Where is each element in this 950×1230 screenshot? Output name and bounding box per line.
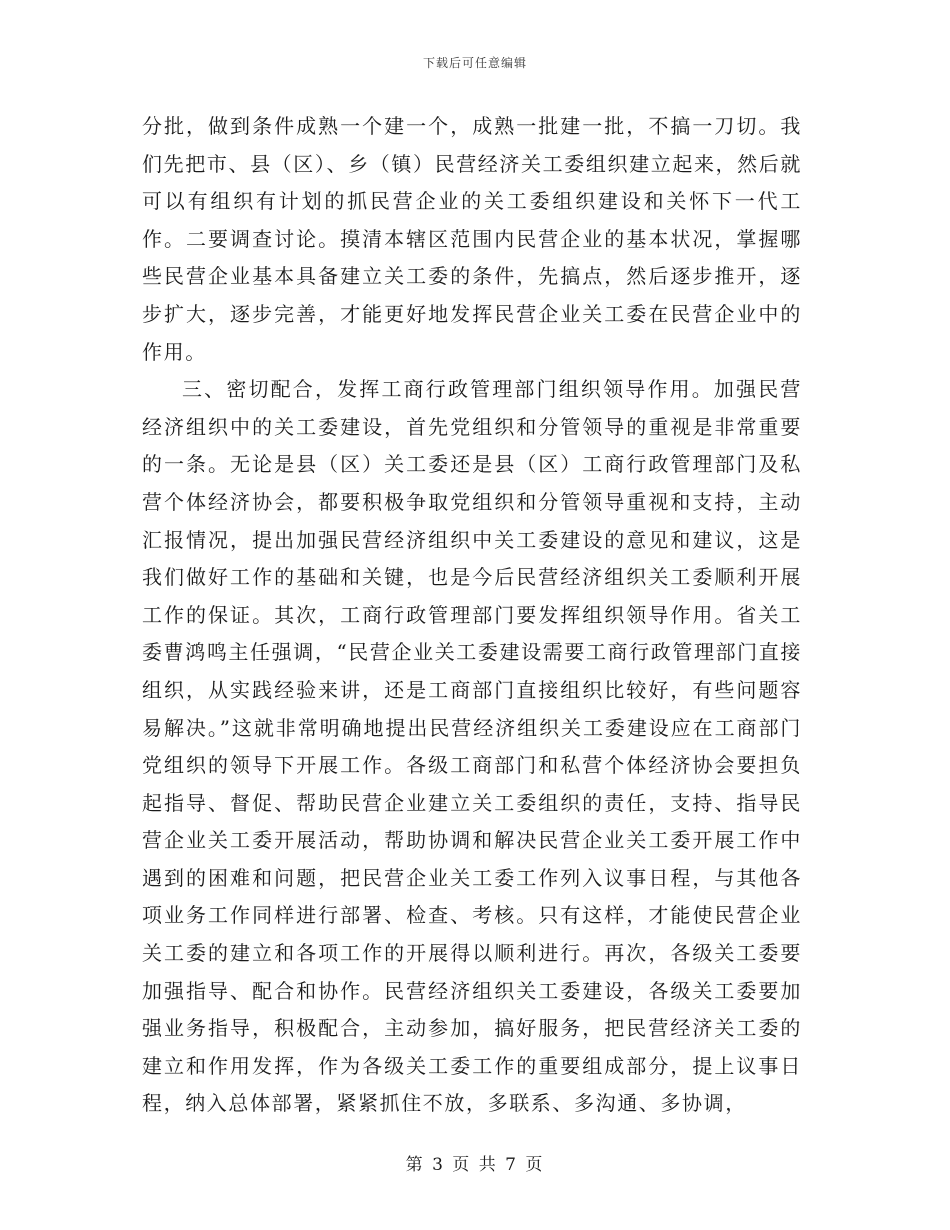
paragraph-section-three: 三、密切配合，发挥工商行政管理部门组织领导作用。加强民营经济组织中的关工委建设，首先党组织和分管领导的重视是非常重要的一条。无论是县（区）关工委还是县（区）工商行政管理部门及私营个体经济协会，都要积极争取党组织和分管领导重视和支持，主动汇报情况，提出加强民营经济组织中关工委建设的意见和建议，这是我们做好工作的基础和关键，也是今后民营经济组织关工委顺利开展工作的保证。其次，工商行政管理部门要发挥组织领导作用。省关工委曹鸿鸣主任强调，“民营企业关工委建设需要工商行政管理部门直接组织，从实践经验来讲，还是工商部门直接组织比较好，有些问题容易解决。”这就非常明确地提出民营经济组织关工委建设应在工商部门党组织的领导下开展工作。各级工商部门和私营个体经济协会要担负起指导、督促、帮助民营企业建立关工委组织的责任，支持、指导民营企业关工委开展活动，帮助协调和解决民营企业关工委开展工作中遇到的困难和问题，把民营企业关工委工作列入议事日程，与其他各项业务工作同样进行部署、检查、考核。只有这样，才能使民营企业关工委的建立和各项工作的开展得以顺利进行。再次，各级关工委要加强指导、配合和协作。民营经济组织关工委建设，各级关工委要加强业务指导，积极配合，主动参加，搞好服务，把民营经济关工委的建立和作用发挥，作为各级关工委工作的重要组成部分，提上议事日程，纳入总体部署，紧紧抓住不放，多联系、多沟通、多协调， xyxy=(142,377,802,1116)
header-note: 下载后可任意编辑 xyxy=(422,56,527,70)
page-number: 第 3 页 共 7 页 xyxy=(405,1155,545,1175)
document-body xyxy=(142,108,802,1123)
paragraph-continuation: 分批，做到条件成熟一个建一个，成熟一批建一批，不搞一刀切。我们先把市、县（区）、乡（镇）民营经济关工委组织建立起来，然后就可以有组织有计划的抓民营企业的关工委组织建设和关怀下一代工作。二要调查讨论。摸清本辖区范围内民营企业的基本状况，掌握哪些民营企业基本具备建立关工委的条件，先搞点，然后逐步推开，逐步扩大，逐步完善，才能更好地发挥民营企业关工委在民营企业中的作用。 xyxy=(142,114,802,364)
